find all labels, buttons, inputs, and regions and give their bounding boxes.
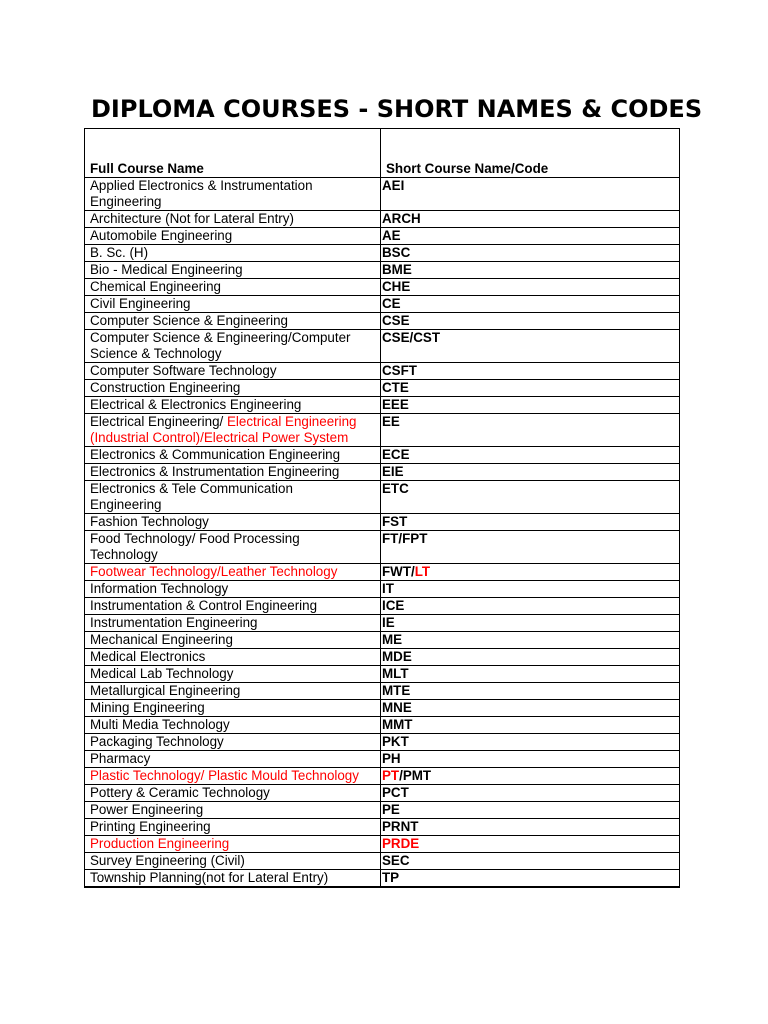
course-code-cell xyxy=(376,380,409,396)
header-short-code: Short Course Name/Code xyxy=(386,161,549,176)
course-code-text: IE xyxy=(382,615,395,630)
table-row xyxy=(85,210,679,227)
course-name-cell xyxy=(85,330,376,362)
course-code-text: CSFT xyxy=(382,363,417,378)
course-name-text: Survey Engineering (Civil) xyxy=(90,853,245,868)
course-name-text: Automobile Engineering xyxy=(90,228,233,243)
table-row xyxy=(85,329,679,362)
table-row xyxy=(85,580,679,597)
course-code-text: CHE xyxy=(382,279,411,294)
course-name-cell xyxy=(85,870,376,886)
course-name-cell xyxy=(85,768,376,784)
course-code-cell xyxy=(376,313,410,329)
course-name-text: B. Sc. (H) xyxy=(90,245,149,260)
course-code-text: FWT/ xyxy=(382,564,415,579)
course-code-cell xyxy=(376,514,407,530)
course-code-cell xyxy=(376,581,394,597)
table-row xyxy=(85,750,679,767)
course-name-cell xyxy=(85,598,376,614)
course-name-cell xyxy=(85,632,376,648)
course-name-cell xyxy=(85,785,376,801)
course-code-text: MNE xyxy=(382,700,412,715)
course-code-text: ARCH xyxy=(382,211,421,226)
course-name-cell xyxy=(85,228,376,244)
table-row xyxy=(85,682,679,699)
table-row xyxy=(85,648,679,665)
course-code-cell xyxy=(376,615,395,631)
table-row xyxy=(85,244,679,261)
table-row xyxy=(85,480,679,513)
course-name-text: Electronics & Instrumentation Engineering xyxy=(90,464,340,479)
course-name-text: Construction Engineering xyxy=(90,380,241,395)
course-name-text: Electrical Engineering (Industrial Control)/Electrical Power System xyxy=(90,414,357,445)
table-row xyxy=(85,784,679,801)
course-name-cell xyxy=(85,178,376,210)
courses-table xyxy=(84,128,680,888)
course-name-text: Electrical & Electronics Engineering xyxy=(90,397,302,412)
course-name-cell xyxy=(85,853,376,869)
course-code-cell xyxy=(376,666,409,682)
course-code-text: ECE xyxy=(382,447,410,462)
course-name-text: Instrumentation & Control Engineering xyxy=(90,598,318,613)
course-name-cell xyxy=(85,700,376,716)
course-name-cell xyxy=(85,279,376,295)
course-code-cell xyxy=(376,785,409,801)
course-code-cell xyxy=(376,363,417,379)
course-code-cell xyxy=(376,447,410,463)
course-code-cell xyxy=(376,598,404,614)
table-row xyxy=(85,463,679,480)
table-row xyxy=(85,852,679,869)
course-name-cell xyxy=(85,819,376,835)
course-code-text: MMT xyxy=(382,717,413,732)
course-code-text: PH xyxy=(382,751,401,766)
course-name-text: Multi Media Technology xyxy=(90,717,230,732)
course-name-cell xyxy=(85,514,376,530)
course-name-text: Information Technology xyxy=(90,581,229,596)
course-code-text: PRDE xyxy=(382,836,420,851)
course-name-text: Mechanical Engineering xyxy=(90,632,233,647)
course-name-cell xyxy=(85,245,376,261)
course-name-text: Applied Electronics & Instrumentation Engineering xyxy=(90,178,313,209)
course-name-text: Printing Engineering xyxy=(90,819,211,834)
table-row xyxy=(85,278,679,295)
table-row xyxy=(85,733,679,750)
course-code-text: ETC xyxy=(382,481,409,496)
course-code-text: BSC xyxy=(382,245,411,260)
table-row xyxy=(85,530,679,563)
table-row xyxy=(85,261,679,278)
table-row xyxy=(85,801,679,818)
course-code-text: PKT xyxy=(382,734,409,749)
course-name-cell xyxy=(85,717,376,733)
course-name-text: Bio - Medical Engineering xyxy=(90,262,243,277)
course-code-cell xyxy=(376,717,413,733)
table-row xyxy=(85,631,679,648)
course-name-cell xyxy=(85,380,376,396)
course-name-text: Production Engineering xyxy=(90,836,230,851)
table-row xyxy=(85,227,679,244)
course-name-text: Pottery & Ceramic Technology xyxy=(90,785,270,800)
course-code-text: CE xyxy=(382,296,401,311)
course-code-cell xyxy=(376,836,419,852)
course-name-text: Computer Software Technology xyxy=(90,363,277,378)
course-name-cell xyxy=(85,836,376,852)
course-name-text: Township Planning(not for Lateral Entry) xyxy=(90,870,329,885)
course-name-text: Computer Science & Engineering/Computer Science & Technology xyxy=(90,330,351,361)
course-code-text: PRNT xyxy=(382,819,419,834)
table-row xyxy=(85,665,679,682)
course-code-text: ME xyxy=(382,632,403,647)
header-full-course-name: Full Course Name xyxy=(90,161,204,176)
course-code-text: TP xyxy=(382,870,400,885)
course-name-cell xyxy=(85,615,376,631)
course-name-text: Architecture (Not for Lateral Entry) xyxy=(90,211,294,226)
course-code-cell xyxy=(376,464,404,480)
course-code-text: BME xyxy=(382,262,412,277)
course-code-cell xyxy=(376,397,409,413)
course-code-cell xyxy=(376,870,399,886)
course-code-cell xyxy=(376,734,409,750)
course-code-text: MTE xyxy=(382,683,411,698)
table-row xyxy=(85,869,679,887)
table-row xyxy=(85,446,679,463)
course-name-text: Medical Electronics xyxy=(90,649,206,664)
table-row xyxy=(85,767,679,784)
course-code-text: IT xyxy=(382,581,394,596)
course-name-cell xyxy=(85,564,376,580)
course-name-text: Electronics & Tele Communication Engineering xyxy=(90,481,293,512)
course-code-cell xyxy=(376,819,418,835)
course-code-cell xyxy=(376,178,404,210)
course-name-text: Pharmacy xyxy=(90,751,151,766)
course-name-cell xyxy=(85,581,376,597)
course-name-text: Food Technology/ Food Processing Technology xyxy=(90,531,300,562)
table-row xyxy=(85,835,679,852)
course-code-cell xyxy=(376,649,412,665)
course-name-cell xyxy=(85,211,376,227)
course-name-text: Metallurgical Engineering xyxy=(90,683,241,698)
course-name-text: Electronics & Communication Engineering xyxy=(90,447,341,462)
course-name-cell xyxy=(85,481,376,513)
course-name-cell xyxy=(85,802,376,818)
course-name-cell xyxy=(85,447,376,463)
course-name-cell xyxy=(85,683,376,699)
course-code-text: EE xyxy=(382,414,400,429)
course-code-text: FT/FPT xyxy=(382,531,428,546)
course-name-cell xyxy=(85,363,376,379)
course-name-cell xyxy=(85,734,376,750)
course-name-text: Power Engineering xyxy=(90,802,204,817)
course-name-cell xyxy=(85,751,376,767)
course-name-cell xyxy=(85,397,376,413)
course-code-text: LT xyxy=(414,564,431,579)
course-code-text: ICE xyxy=(382,598,405,613)
course-code-text: SEC xyxy=(382,853,410,868)
course-code-text: PT xyxy=(382,768,400,783)
course-code-cell xyxy=(376,414,400,446)
course-name-text: Civil Engineering xyxy=(90,296,191,311)
course-code-text: PE xyxy=(382,802,400,817)
table-row xyxy=(85,295,679,312)
course-name-cell xyxy=(85,666,376,682)
course-name-text: Plastic Technology/ Plastic Mould Technology xyxy=(90,768,359,783)
course-code-cell xyxy=(376,211,421,227)
course-name-text: Packaging Technology xyxy=(90,734,224,749)
table-row xyxy=(85,597,679,614)
course-code-cell xyxy=(376,700,412,716)
table-row xyxy=(85,396,679,413)
course-code-text: AEI xyxy=(382,178,405,193)
course-code-text: CSE/CST xyxy=(382,330,441,345)
course-code-text: EIE xyxy=(382,464,404,479)
course-code-cell xyxy=(376,802,400,818)
course-code-text: FST xyxy=(382,514,408,529)
course-code-cell xyxy=(376,296,401,312)
table-row xyxy=(85,312,679,329)
table-row xyxy=(85,413,679,446)
table-row xyxy=(85,362,679,379)
table-row xyxy=(85,699,679,716)
course-code-text: EEE xyxy=(382,397,409,412)
table-row xyxy=(85,177,679,210)
course-code-cell xyxy=(376,531,427,563)
table-row xyxy=(85,563,679,580)
course-name-cell xyxy=(85,531,376,563)
course-code-text: PCT xyxy=(382,785,409,800)
course-code-cell xyxy=(376,228,401,244)
course-name-cell xyxy=(85,296,376,312)
table-row xyxy=(85,614,679,631)
course-code-cell xyxy=(376,751,401,767)
course-name-cell xyxy=(85,262,376,278)
course-code-cell xyxy=(376,330,440,362)
course-code-cell xyxy=(376,768,431,784)
course-code-cell xyxy=(376,564,430,580)
course-code-text: /PMT xyxy=(399,768,432,783)
course-name-cell xyxy=(85,414,376,446)
course-code-cell xyxy=(376,279,410,295)
course-name-text: Footwear Technology/Leather Technology xyxy=(90,564,338,579)
table-header-row xyxy=(85,160,679,177)
course-name-text: Chemical Engineering xyxy=(90,279,222,294)
course-name-text: Fashion Technology xyxy=(90,514,209,529)
course-name-cell xyxy=(85,649,376,665)
course-code-cell xyxy=(376,262,412,278)
course-code-cell xyxy=(376,683,410,699)
course-name-text: Medical Lab Technology xyxy=(90,666,234,681)
course-code-text: CSE xyxy=(382,313,410,328)
course-name-cell xyxy=(85,313,376,329)
course-code-cell xyxy=(376,632,402,648)
course-code-text: CTE xyxy=(382,380,409,395)
course-name-cell xyxy=(85,464,376,480)
table-row xyxy=(85,716,679,733)
course-name-text: Computer Science & Engineering xyxy=(90,313,288,328)
course-code-text: MLT xyxy=(382,666,409,681)
course-code-cell xyxy=(376,853,410,869)
course-code-cell xyxy=(376,245,410,261)
table-body xyxy=(85,177,679,887)
table-row xyxy=(85,379,679,396)
course-code-text: MDE xyxy=(382,649,412,664)
course-code-text: AE xyxy=(382,228,401,243)
page-title: DIPLOMA COURSES - SHORT NAMES & CODES xyxy=(91,95,703,123)
table-row xyxy=(85,513,679,530)
course-name-text: Mining Engineering xyxy=(90,700,205,715)
course-name-text: Electrical Engineering/ xyxy=(90,414,227,429)
course-name-text: Instrumentation Engineering xyxy=(90,615,258,630)
table-row xyxy=(85,818,679,835)
course-code-cell xyxy=(376,481,409,513)
